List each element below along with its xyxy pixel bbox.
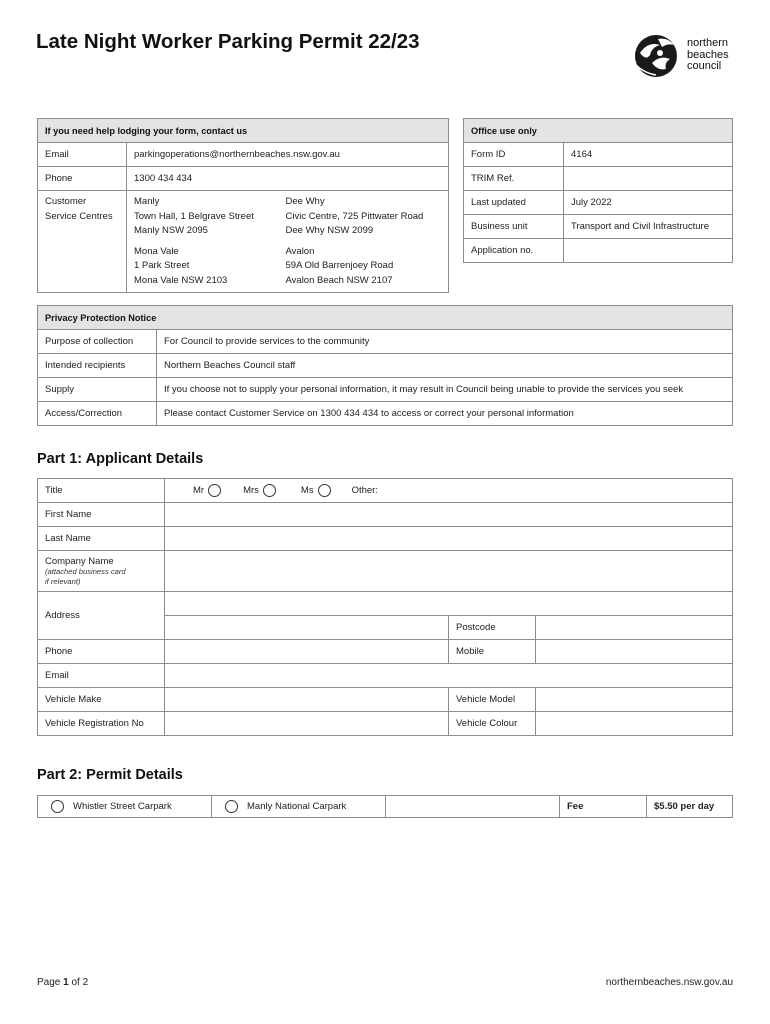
manly-national-label: Manly National Carpark — [247, 801, 347, 812]
page-prefix: Page — [37, 977, 64, 988]
council-logo — [630, 33, 740, 79]
privacy-access-value: Please contact Customer Service on 1300 434 434 to access or correct your personal information — [157, 402, 733, 426]
office-trim-field[interactable] — [564, 167, 733, 191]
privacy-recipients-label: Intended recipients — [38, 354, 157, 378]
help-email-value: parkingoperations@northernbeaches.nsw.gov.au — [127, 143, 449, 167]
avalon-street: 59A Old Barrenjoey Road — [285, 260, 394, 271]
monavale-street: 1 Park Street — [134, 260, 190, 271]
manly-suburb: Manly NSW 2095 — [134, 225, 208, 236]
help-heading: If you need help lodging your form, contact us — [38, 119, 449, 143]
privacy-purpose-value: For Council to provide services to the community — [157, 330, 733, 354]
office-updated-value: July 2022 — [564, 191, 733, 215]
monavale-suburb: Mona Vale NSW 2103 — [134, 274, 228, 286]
mobile-field[interactable] — [536, 640, 733, 664]
title-mr-radio[interactable] — [208, 484, 221, 497]
postcode-label: Postcode — [449, 616, 536, 640]
address-label: Address — [38, 592, 165, 640]
centres-col-1 — [127, 191, 279, 293]
manly-street: Town Hall, 1 Belgrave Street — [134, 210, 254, 222]
deewhy-suburb: Dee Why NSW 2099 — [285, 225, 374, 236]
logo-line-3: council — [687, 60, 722, 72]
manly-national-radio[interactable] — [225, 800, 238, 813]
last-name-label: Last Name — [38, 527, 165, 551]
address-line-1-field[interactable] — [165, 592, 733, 616]
office-application-label: Application no. — [464, 239, 564, 263]
applicant-details-table — [37, 478, 733, 736]
title-mrs-radio[interactable] — [263, 484, 276, 497]
help-contact-table — [37, 118, 449, 293]
deewhy-street: Civic Centre, 725 Pittwater Road — [285, 210, 424, 222]
avalon-name: Avalon — [285, 245, 315, 257]
vehicle-colour-label: Vehicle Colour — [449, 712, 536, 736]
email-label: Email — [38, 664, 165, 688]
office-updated-label: Last updated — [464, 191, 564, 215]
avalon-suburb: Avalon Beach NSW 2107 — [285, 274, 393, 286]
fee-value: $5.50 per day — [647, 796, 733, 818]
privacy-purpose-label: Purpose of collection — [38, 330, 157, 354]
email-field[interactable] — [165, 664, 733, 688]
office-heading: Office use only — [464, 119, 733, 143]
first-name-field[interactable] — [165, 503, 733, 527]
title-ms-label: Ms — [300, 485, 314, 496]
privacy-supply-label: Supply — [38, 378, 157, 402]
logo-line-2: beaches — [687, 48, 729, 61]
company-name-text: Company Name — [45, 555, 114, 567]
privacy-heading: Privacy Protection Notice — [38, 306, 733, 330]
manly-name: Manly — [134, 196, 160, 207]
council-logo-icon — [630, 33, 684, 79]
part1-heading: Part 1: Applicant Details — [37, 451, 204, 467]
monavale-name: Mona Vale — [134, 245, 179, 257]
title-other-label: Other: — [351, 485, 378, 496]
company-note-line-2: if relevant) — [45, 576, 81, 586]
mobile-label: Mobile — [449, 640, 536, 664]
vehicle-model-label: Vehicle Model — [449, 688, 536, 712]
vehicle-model-field[interactable] — [536, 688, 733, 712]
office-use-table — [463, 118, 733, 263]
last-name-field[interactable] — [165, 527, 733, 551]
permit-option-manly[interactable] — [212, 796, 386, 818]
vehicle-colour-field[interactable] — [536, 712, 733, 736]
postcode-field[interactable] — [536, 616, 733, 640]
centres-col-2 — [279, 191, 449, 293]
company-name-field[interactable] — [165, 551, 733, 592]
help-centres-label — [38, 191, 127, 293]
permit-blank-cell — [386, 796, 560, 818]
help-phone-label: Phone — [38, 167, 127, 191]
title-label: Title — [38, 479, 165, 503]
office-trim-label: TRIM Ref. — [464, 167, 564, 191]
page-suffix: of 2 — [68, 977, 89, 988]
title-mrs-label: Mrs — [243, 485, 259, 496]
help-email-label: Email — [38, 143, 127, 167]
privacy-recipients-value: Northern Beaches Council staff — [157, 354, 733, 378]
office-unit-value: Transport and Civil Infrastructure — [564, 215, 733, 239]
company-name-label — [38, 551, 165, 592]
address-line-2-field[interactable] — [165, 616, 449, 640]
office-application-field[interactable] — [564, 239, 733, 263]
council-logo-text — [687, 38, 729, 73]
page-number: 1 — [63, 977, 69, 988]
whistler-radio[interactable] — [51, 800, 64, 813]
vehicle-rego-label: Vehicle Registration No — [38, 712, 165, 736]
title-options — [165, 479, 733, 503]
privacy-access-label: Access/Correction — [38, 402, 157, 426]
office-form-id-label: Form ID — [464, 143, 564, 167]
phone-field[interactable] — [165, 640, 449, 664]
first-name-label: First Name — [38, 503, 165, 527]
phone-label: Phone — [38, 640, 165, 664]
whistler-label: Whistler Street Carpark — [73, 801, 172, 812]
title-mr-label: Mr — [193, 485, 205, 496]
deewhy-name: Dee Why — [285, 196, 325, 207]
office-form-id-value: 4164 — [564, 143, 733, 167]
page-indicator — [37, 977, 88, 988]
help-phone-value: 1300 434 434 — [127, 167, 449, 191]
vehicle-make-field[interactable] — [165, 688, 449, 712]
fee-label: Fee — [560, 796, 647, 818]
centres-label-line-2: Service Centres — [45, 210, 113, 222]
centres-label-line-1: Customer — [45, 196, 87, 207]
company-note-line-1: (attached business card — [45, 566, 126, 576]
permit-details-table — [37, 795, 733, 818]
office-unit-label: Business unit — [464, 215, 564, 239]
footer-website: northernbeaches.nsw.gov.au — [605, 977, 733, 988]
part2-heading: Part 2: Permit Details — [37, 767, 183, 783]
permit-option-whistler[interactable] — [38, 796, 212, 818]
privacy-supply-value: If you choose not to supply your personal information, it may result in Council being unable to provide the services you seek — [157, 378, 733, 402]
logo-line-1: northern — [687, 37, 728, 49]
privacy-notice-table — [37, 305, 733, 426]
vehicle-rego-field[interactable] — [165, 712, 449, 736]
vehicle-make-label: Vehicle Make — [38, 688, 165, 712]
title-ms-radio[interactable] — [318, 484, 331, 497]
form-title: Late Night Worker Parking Permit 22/23 — [36, 30, 420, 53]
